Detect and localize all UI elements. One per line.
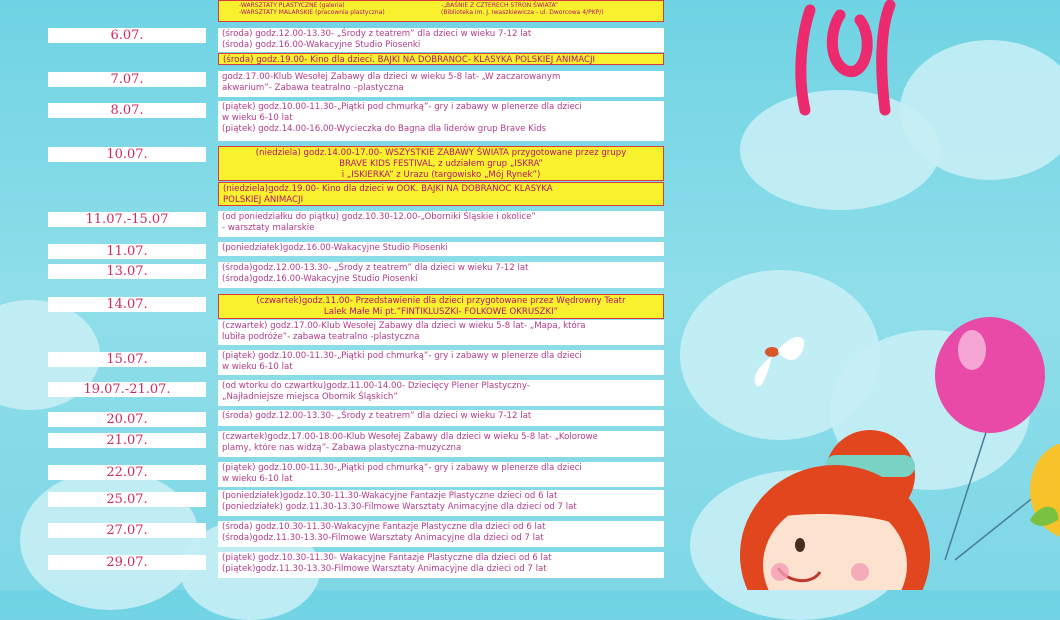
event-description: (środa)godz.12.00-13.30- „Środy z teatrem” dla dzieci w wieku 7-12 lat (środa)godz.16.00-Wakacyjne Studio Piosenki	[218, 262, 664, 288]
event-date: 15.07.	[48, 352, 206, 367]
highlighted-event: (niedziela)godz.19.00- Kino dla dzieci w OOK. BAJKI NA DOBRANOC KLASYKA POLSKIEJ ANIMACJI	[218, 182, 664, 206]
event-description: (poniedziałek)godz.16.00-Wakacyjne Studio Piosenki	[218, 242, 664, 256]
event-date: 27.07.	[48, 523, 206, 538]
event-date: 10.07.	[48, 147, 206, 162]
top-info-right: -„BAŚNIE Z CZTERECH STRON ŚWIATA” (Biblioteka im. J. Iwaszkiewicza - ul. Dworcowa 4/PKP/)	[441, 2, 604, 16]
event-description: godz.17.00-Klub Wesołej Zabawy dla dzieci w wieku 5-8 lat- „W zaczarowanym akwarium”- Zabawa teatralno –plastyczna	[218, 71, 664, 97]
event-description: (czwartek) godz.17.00-Klub Wesołej Zabawy dla dzieci w wieku 5-8 lat- „Mapa, która lubiła podróże”- zabawa teatralno -plastyczna	[218, 320, 664, 345]
top-info-box	[218, 0, 664, 22]
butterfly-icon	[755, 337, 805, 386]
event-date: 13.07.	[48, 264, 206, 279]
event-date: 11.07.-15.07	[48, 212, 206, 227]
event-date: 29.07.	[48, 555, 206, 570]
highlighted-event: (czwartek)godz.11.00- Przedstawienie dla dzieci przygotowane przez Wędrowny Teatr Lalek Małe Mi pt.”FINTIKLUSZKI- FOLKOWE OKRUSZKI”	[218, 294, 664, 319]
event-date: 25.07.	[48, 492, 206, 507]
pink-balloon	[935, 317, 1045, 433]
event-date: 20.07.	[48, 412, 206, 427]
balloon-string	[945, 420, 990, 560]
highlighted-event: (niedziela) godz.14.00-17.00- WSZYSTKIE ZABAWY ŚWIATA przygotowane przez grupy BRAVE KIDS FESTIVAL, z udziałem grup „ISKRA” i „ISKIERKA” z Urazu (targowisko „Mój Rynek”)	[218, 146, 664, 181]
event-description: (piątek) godz.10.00-11.30-„Piątki pod chmurką”- gry i zabawy w plenerze dla dzieci w wieku 6-10 lat	[218, 462, 664, 487]
title-script-graphic	[801, 5, 890, 110]
top-info-left: -WARSZTATY PLASTYCZNE (galeria) -WARSZTATY MALARSKIE (pracownia plastyczna)	[239, 2, 385, 16]
event-description: (środa) godz.12.00-13.30- „Środy z teatrem” dla dzieci w wieku 7-12 lat	[218, 410, 664, 426]
decoration	[680, 0, 1060, 590]
event-date: 21.07.	[48, 433, 206, 448]
event-description: (piątek) godz.10.00-11.30-„Piątki pod chmurką”- gry i zabawy w plenerze dla dzieci w wieku 6-10 lat (piątek) godz.14.00-16.00-Wycieczka do Bagna dla liderów grup Brave Kids	[218, 101, 664, 141]
event-date: 22.07.	[48, 465, 206, 480]
event-date: 6.07.	[48, 28, 206, 43]
event-date: 19.07.-21.07.	[48, 382, 206, 397]
event-date: 7.07.	[48, 72, 206, 87]
highlighted-event: (środa) godz.19.00- Kino dla dzieci. BAJKI NA DOBRANOC- KLASYKA POLSKIEJ ANIMACJI	[218, 53, 664, 65]
event-description: (środa) godz.10.30-11.30-Wakacyjne Fantazje Plastyczne dla dzieci od 6 lat (środa)godz.11.30-13.30-Filmowe Warsztaty Animacyjne dla dzieci od 7 lat	[218, 521, 664, 547]
event-description: (piątek) godz.10.30-11.30- Wakacyjne Fantazje Plastyczne dla dzieci od 6 lat (piątek)godz.11.30-13.30-Filmowe Warsztaty Animacyjne dla dzieci od 7 lat	[218, 552, 664, 578]
event-date: 8.07.	[48, 103, 206, 118]
event-description: (piątek) godz.10.00-11.30-„Piątki pod chmurką”- gry i zabawy w plenerze dla dzieci w wieku 6-10 lat	[218, 350, 664, 375]
event-date: 11.07.	[48, 244, 206, 259]
event-description: (poniedziałek)godz.10.30-11.30-Wakacyjne Fantazje Plastyczne dzieci od 6 lat (poniedziałek) godz.11.30-13.30-Filmowe Warsztaty Animacyjne dla dzieci od 7 lat	[218, 490, 664, 516]
event-description: (od wtorku do czwartku)godz.11.00-14.00- Dziecięcy Plener Plastyczny- „Najładniejsze miejsca Obornik Śląskich”	[218, 380, 664, 406]
event-date: 14.07.	[48, 297, 206, 312]
event-description: (od poniedziałku do piątku) godz.10.30-12.00-„Oborniki Śląskie i okolice” - warsztaty malarskie	[218, 211, 664, 237]
event-description: (czwartek)godz.17.00-18.00-Klub Wesołej Zabawy dla dzieci w wieku 5-8 lat- „Kolorowe plamy, które nas widzą”- Zabawa plastyczna-muzyczna	[218, 431, 664, 457]
event-description: (środa) godz.12.00-13.30- „Środy z teatrem” dla dzieci w wieku 7-12 lat (środa) godz.16.00-Wakacyjne Studio Piosenki	[218, 28, 664, 52]
girl-illustration	[740, 430, 930, 590]
balloon-highlight	[958, 330, 986, 370]
